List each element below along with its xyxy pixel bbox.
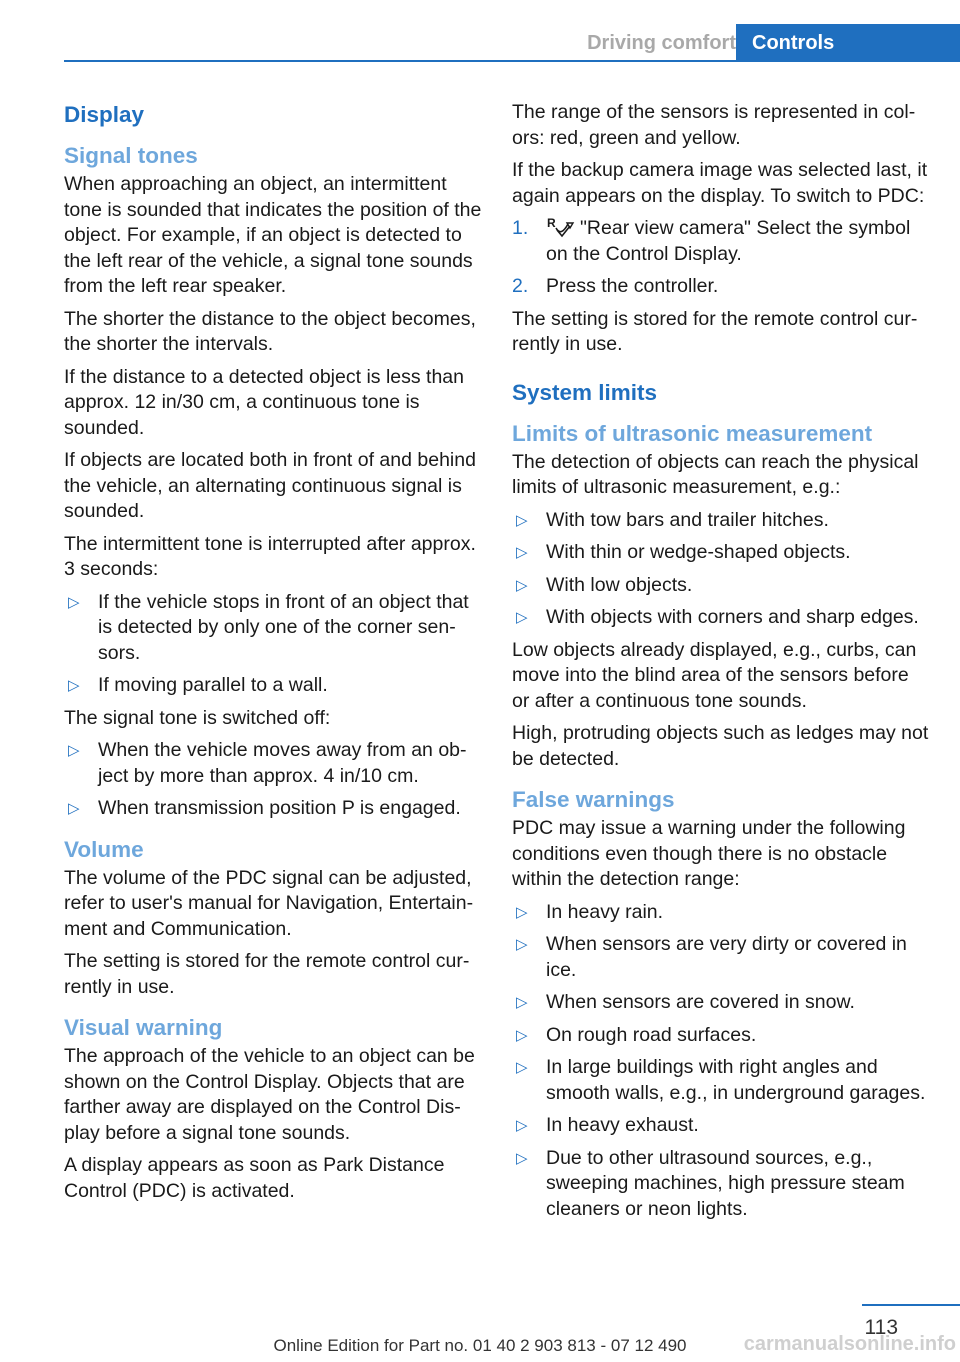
list-item: ▷ In heavy exhaust. xyxy=(512,1113,930,1139)
bullet-triangle-icon: ▷ xyxy=(516,1059,528,1076)
bullet-triangle-icon: ▷ xyxy=(68,742,80,759)
list-item: ▷ When sensors are covered in snow. xyxy=(512,990,930,1016)
step-text: Press the controller. xyxy=(546,275,719,297)
paragraph: If the distance to a detected object is less than approx. 12 in/30 cm, a continuous tone is sounded. xyxy=(64,365,464,439)
bullet-triangle-icon: ▷ xyxy=(516,1149,528,1167)
rear-view-camera-icon xyxy=(546,216,576,238)
page-header xyxy=(64,24,960,62)
edition-footer: Online Edition for Part no. 01 40 2 903 813 - 07 12 490 xyxy=(273,1336,687,1355)
bullet-triangle-icon: ▷ xyxy=(516,511,528,529)
paragraph: The detection of objects can reach the physical limits of ultrasonic measurement, e.g.: xyxy=(512,450,919,498)
paragraph: A display appears as soon as Park Distance Control (PDC) is activated. xyxy=(64,1154,445,1202)
left-column xyxy=(64,100,482,1211)
pdc-steps-list xyxy=(512,216,930,300)
paragraph: When approaching an object, an intermittent tone is sounded that indicates the position of the object. For example, if an object is detected to the left rear of the vehicle, a signal tone sounds from the left rear speaker. xyxy=(64,173,482,297)
tone-interrupt-list xyxy=(64,590,482,699)
paragraph: The shorter the distance to the object becomes, the shorter the intervals. xyxy=(64,307,476,355)
paragraph: The setting is stored for the remote control currently in use. xyxy=(512,307,918,355)
paragraph: Low objects already displayed, e.g., curbs, can move into the blind area of the sensors before or after a continuous tone sounds. xyxy=(512,638,917,712)
bullet-triangle-icon: ▷ xyxy=(516,903,528,921)
list-item: ▷ With thin or wedge-shaped objects. xyxy=(512,540,930,566)
bullet-triangle-icon: ▷ xyxy=(68,677,80,694)
paragraph: If objects are located both in front of and behind the vehicle, an alternating continuous signal is sounded. xyxy=(64,449,476,522)
list-item: ▷ With tow bars and trailer hitches. xyxy=(512,508,930,534)
watermark: carmanualsonline.info xyxy=(743,1333,956,1355)
volume-heading: Volume xyxy=(64,836,144,862)
paragraph: The volume of the PDC signal can be adjusted, refer to user's manual for Navigation, Entertainment and Communication. xyxy=(64,866,474,940)
signal-tones-heading: Signal tones xyxy=(64,143,198,168)
list-item: ▷ Due to other ultrasound sources, e.g., sweeping machines, high pressure steam cleaners or neon lights. xyxy=(516,1146,905,1220)
bullet-triangle-icon: ▷ xyxy=(516,994,528,1011)
ultrasonic-limits-heading: Limits of ultrasonic measurement xyxy=(512,420,873,446)
list-item: ▷ With objects with corners and sharp edges. xyxy=(512,605,930,631)
header-rule xyxy=(64,60,960,62)
paragraph: If the backup camera image was selected last, it again appears on the display. To switch to PDC: xyxy=(512,159,928,207)
step-item xyxy=(512,274,930,300)
false-warnings-heading: False warnings xyxy=(512,787,675,812)
bullet-triangle-icon: ▷ xyxy=(516,609,528,626)
bullet-triangle-icon: ▷ xyxy=(516,1026,528,1044)
visual-warning-heading: Visual warning xyxy=(64,1015,223,1040)
step-item xyxy=(512,216,930,267)
right-column xyxy=(512,100,930,1229)
step-text: "Rear view camera" Select the symbol on the Control Display. xyxy=(546,217,911,265)
list-item: ▷ In large buildings with right angles and smooth walls, e.g., in underground garages. xyxy=(516,1056,926,1104)
bullet-triangle-icon: ▷ xyxy=(516,936,528,953)
list-item: ▷ If the vehicle stops in front of an object that is detected by only one of the corner sensors. xyxy=(68,590,469,664)
list-item: ▷ When the vehicle moves away from an object by more than approx. 4 in/10 cm. xyxy=(68,739,467,787)
step-number: 2. xyxy=(512,275,529,297)
ultrasonic-limits-list xyxy=(512,508,930,631)
bullet-triangle-icon: ▷ xyxy=(68,593,80,611)
step-number: 1. xyxy=(512,217,529,239)
page-number: 113 xyxy=(864,1316,898,1339)
paragraph: The intermittent tone is interrupted after approx. 3 seconds: xyxy=(64,532,476,580)
paragraph: The range of the sensors is represented in colors: red, green and yellow. xyxy=(512,101,916,149)
list-item: ▷ With low objects. xyxy=(512,573,930,599)
header-chapter-tab[interactable]: Controls xyxy=(736,24,960,62)
svg-text:R: R xyxy=(547,216,556,230)
list-item: ▷ On rough road surfaces. xyxy=(512,1023,930,1049)
list-item: ▷ When sensors are very dirty or covered in ice. xyxy=(516,933,907,981)
system-limits-heading: System limits xyxy=(512,379,658,405)
paragraph: PDC may issue a warning under the following conditions even though there is no obstacle within the detection range: xyxy=(512,817,906,890)
paragraph: The signal tone is switched off: xyxy=(64,706,331,729)
false-warnings-list xyxy=(512,900,930,1223)
list-item: ▷ When transmission position P is engaged. xyxy=(64,796,482,822)
paragraph: High, protruding objects such as ledges may not be detected. xyxy=(512,722,929,770)
bullet-triangle-icon: ▷ xyxy=(516,576,528,594)
list-item: ▷ If moving parallel to a wall. xyxy=(64,673,482,699)
display-heading: Display xyxy=(64,102,145,127)
list-item: ▷ In heavy rain. xyxy=(512,900,930,926)
tone-off-list xyxy=(64,738,482,822)
header-section-title: Driving comfort xyxy=(587,32,736,54)
bullet-triangle-icon: ▷ xyxy=(68,800,80,817)
bullet-triangle-icon: ▷ xyxy=(516,1117,528,1134)
bullet-triangle-icon: ▷ xyxy=(516,544,528,561)
footer-rule xyxy=(862,1304,960,1306)
paragraph: The approach of the vehicle to an object can be shown on the Control Display. Objects that are farther away are displayed on the Control Display before a signal tone sounds. xyxy=(64,1045,475,1144)
paragraph: The setting is stored for the remote control currently in use. xyxy=(64,950,470,998)
